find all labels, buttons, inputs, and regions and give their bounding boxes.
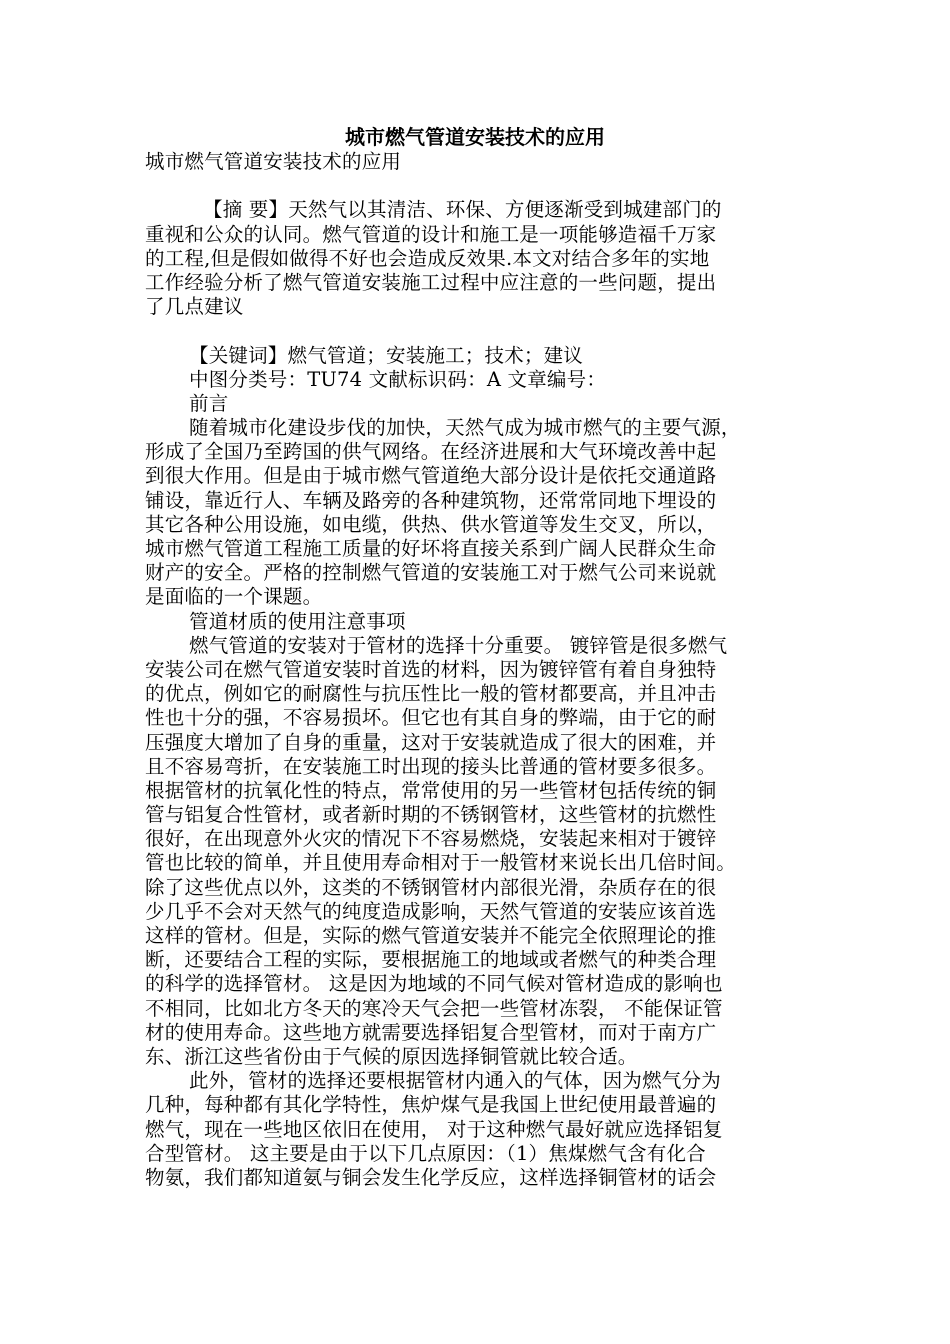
section1-line: 很好，在出现意外火灾的情况下不容易燃烧，安装起来相对于镀锌 (145, 827, 717, 851)
abstract-line: 工作经验分析了燃气管道安装施工过程中应注意的一些问题，提出 (145, 270, 717, 294)
section1-line: 不相同，比如北方冬天的寒冷天气会把一些管材冻裂， 不能保证管 (145, 996, 723, 1020)
preface-line: 形成了全国乃至跨国的供气网络。在经济进展和大气环境改善中起 (145, 440, 717, 464)
section1-line: 东、浙江这些省份由于气候的原因选择铜管就比较合适。 (145, 1044, 638, 1068)
abstract-line: 了几点建议 (145, 295, 244, 319)
section2-line: 几种，每种都有其化学特性，焦炉煤气是我国上世纪使用最普遍的 (145, 1093, 717, 1117)
section2-line: 物氨，我们都知道氨与铜会发生化学反应，这样选择铜管材的话会 (145, 1165, 717, 1189)
section2-line: 此外，管材的选择还要根据管材内通入的气体，因为燃气分为 (189, 1069, 721, 1093)
section2-line: 合型管材。 这主要是由于以下几点原因：（1）焦煤燃气含有化合 (145, 1141, 706, 1165)
section1-line: 且不容易弯折，在安装施工时出现的接头比普通的管材要多很多。 (145, 754, 717, 778)
preface-heading: 前言 (189, 391, 229, 415)
abstract-line: 重视和公众的认同。燃气管道的设计和施工是一项能够造福千万家 (145, 222, 717, 246)
section1-paragraph (145, 634, 810, 1069)
preface-line: 是面临的一个课题。 (145, 585, 323, 609)
preface-line: 随着城市化建设步伐的加快，天然气成为城市燃气的主要气源， (189, 416, 741, 440)
section1-line: 的科学的选择管材。 这是因为地域的不同气候对管材造成的影响也 (145, 972, 723, 996)
section1-line: 根据管材的抗氧化性的特点，常常使用的另一些管材包括传统的铜 (145, 778, 717, 802)
section1-line: 安装公司在燃气管道安装时首选的材料，因为镀锌管有着自身独特 (145, 657, 717, 681)
section1-line: 少几乎不会对天然气的纯度造成影响，天然气管道的安装应该首选 (145, 899, 717, 923)
section1-line: 管与铝复合性管材，或者新时期的不锈钢管材，这些管材的抗燃性 (145, 803, 717, 827)
section2-line: 燃气，现在一些地区依旧在使用， 对于这种燃气最好就应选择铝复 (145, 1117, 723, 1141)
section1-line: 燃气管道的安装对于管材的选择十分重要。 镀锌管是很多燃气 (189, 633, 728, 657)
section1-line: 材的使用寿命。这些地方就需要选择铝复合型管材，而对于南方广 (145, 1020, 717, 1044)
section1-line: 性也十分的强，不容易损坏。但它也有其自身的弊端，由于它的耐 (145, 706, 717, 730)
section2-paragraph (145, 1069, 810, 1190)
preface-paragraph (145, 416, 810, 610)
section1-line: 除了这些优点以外，这类的不锈钢管材内部很光滑，杂质存在的很 (145, 875, 717, 899)
document-title: 城市燃气管道安装技术的应用 (345, 125, 605, 149)
keywords-line: 【关键词】燃气管道；安装施工；技术；建议 (189, 343, 584, 367)
document-subtitle: 城市燃气管道安装技术的应用 (145, 150, 402, 173)
abstract-line: 的工程,但是假如做得不好也会造成反效果.本文对结合多年的实地 (145, 246, 710, 270)
section1-line: 管也比较的简单，并且使用寿命相对于一般管材来说长出几倍时间。 (145, 851, 737, 875)
section1-line: 断，还要结合工程的实际，要根据施工的地域或者燃气的种类合理 (145, 948, 717, 972)
abstract-paragraph (145, 198, 810, 319)
preface-line: 其它各种公用设施，如电缆，供热、供水管道等发生交叉，所以， (145, 512, 717, 536)
classification-line: 中图分类号：TU74 文献标识码：A 文章编号： (189, 367, 607, 391)
document-body (145, 150, 810, 1190)
section1-line: 的优点，例如它的耐腐性与抗压性比一般的管材都要高，并且冲击 (145, 682, 717, 706)
section1-line: 这样的管材。但是，实际的燃气管道安装并不能完全依照理论的推 (145, 924, 717, 947)
spacer (145, 319, 810, 343)
abstract-line: 【摘 要】天然气以其清洁、环保、方便逐渐受到城建部门的 (203, 198, 722, 222)
preface-line: 到很大作用。但是由于城市燃气管道绝大部分设计是依托交通道路 (145, 464, 717, 488)
spacer (145, 174, 810, 198)
section1-line: 压强度大增加了自身的重量，这对于安装就造成了很大的困难，并 (145, 730, 717, 754)
preface-line: 财产的安全。严格的控制燃气管道的安装施工对于燃气公司来说就 (145, 561, 717, 585)
preface-line: 城市燃气管道工程施工质量的好坏将直接关系到广阔人民群众生命 (145, 537, 717, 560)
section-heading: 管道材质的使用注意事项 (189, 609, 406, 633)
preface-line: 铺设，靠近行人、车辆及路旁的各种建筑物，还常常同地下埋设的 (145, 488, 717, 512)
